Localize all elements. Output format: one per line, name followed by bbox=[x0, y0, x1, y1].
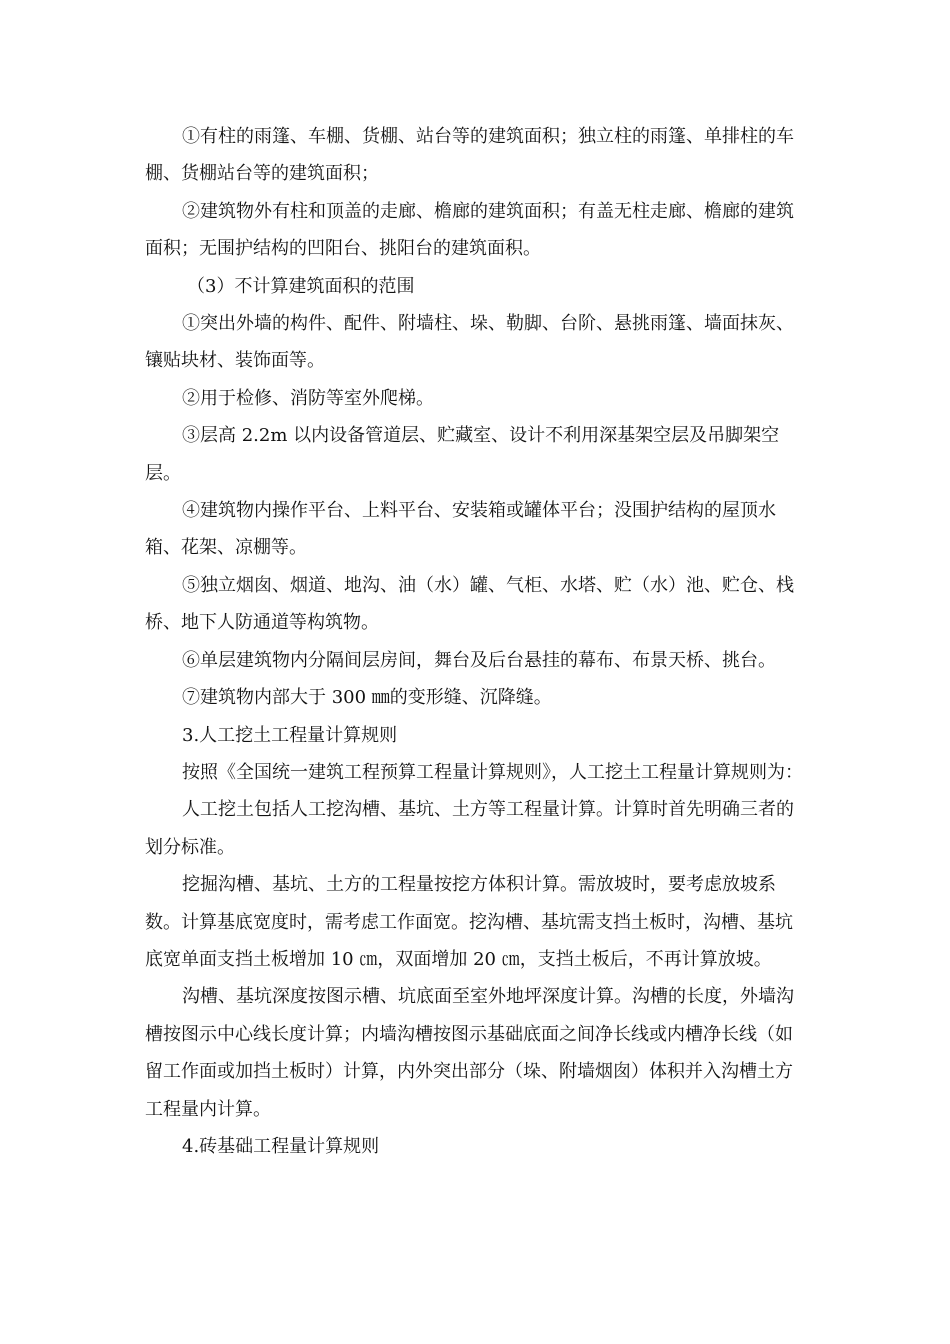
paragraph-excluded-1: ①突出外墙的构件、配件、附墙柱、垛、勒脚、台阶、悬挑雨篷、墙面抹灰、镶贴块材、装饰面等。 bbox=[145, 313, 794, 372]
paragraph-corridor-area: ②建筑物外有柱和顶盖的走廊、檐廊的建筑面积；有盖无柱走廊、檐廊的建筑面积；无围护结构的凹阳台、挑阳台的建筑面积。 bbox=[145, 200, 794, 260]
paragraph-excluded-5: ⑤独立烟囱、烟道、地沟、油（水）罐、气柜、水塔、贮（水）池、贮仓、栈桥、地下人防通道等构筑物。 bbox=[145, 574, 794, 634]
paragraph-excavation-scope: 人工挖土包括人工挖沟槽、基坑、土方等工程量计算。计算时首先明确三者的划分标准。 bbox=[145, 799, 794, 858]
document-body bbox=[145, 118, 810, 1165]
subheading-excluded-area: （3）不计算建筑面积的范围 bbox=[187, 275, 415, 297]
paragraph-excluded-3: ③层高 2.2m 以内设备管道层、贮藏室、设计不利用深基架空层及吊脚架空层。 bbox=[145, 425, 780, 484]
paragraph-rules-source: 按照《全国统一建筑工程预算工程量计算规则》，人工挖土工程量计算规则为： bbox=[182, 761, 803, 783]
paragraph-trench-depth: 沟槽、基坑深度按图示槽、坑底面至室外地坪深度计算。沟槽的长度，外墙沟槽按图示中心线长度计算；内墙沟槽按图示基础底面之间净长线或内槽净长线（如留工作面或加挡土板时）计算，内外突出部分（垛、附墙烟囱）体积并入沟槽土方工程量内计算。 bbox=[145, 986, 794, 1120]
paragraph-excluded-6: ⑥单层建筑物内分隔间层房间，舞台及后台悬挂的幕布、布景天桥、挑台。 bbox=[182, 649, 776, 671]
heading-excavation-rules: 3.人工挖土工程量计算规则 bbox=[182, 724, 398, 746]
paragraph-excluded-7: ⑦建筑物内部大于 300 ㎜的变形缝、沉降缝。 bbox=[182, 687, 552, 709]
paragraph-excluded-4: ④建筑物内操作平台、上料平台、安装箱或罐体平台；没围护结构的屋顶水箱、花架、凉棚等。 bbox=[145, 500, 776, 559]
heading-brick-foundation-rules: 4.砖基础工程量计算规则 bbox=[182, 1135, 380, 1157]
paragraph-excluded-2: ②用于检修、消防等室外爬梯。 bbox=[182, 387, 434, 409]
paragraph-canopy-area: ①有柱的雨篷、车棚、货棚、站台等的建筑面积；独立柱的雨篷、单排柱的车棚、货棚站台等的建筑面积； bbox=[145, 126, 794, 185]
paragraph-excavation-volume: 挖掘沟槽、基坑、土方的工程量按挖方体积计算。需放坡时，要考虑放坡系数。计算基底宽度时，需考虑工作面宽。挖沟槽、基坑需支挡土板时，沟槽、基坑底宽单面支挡土板增加 10 ㎝，双面增加 20 ㎝，支挡土板后，不再计算放坡。 bbox=[145, 874, 793, 970]
